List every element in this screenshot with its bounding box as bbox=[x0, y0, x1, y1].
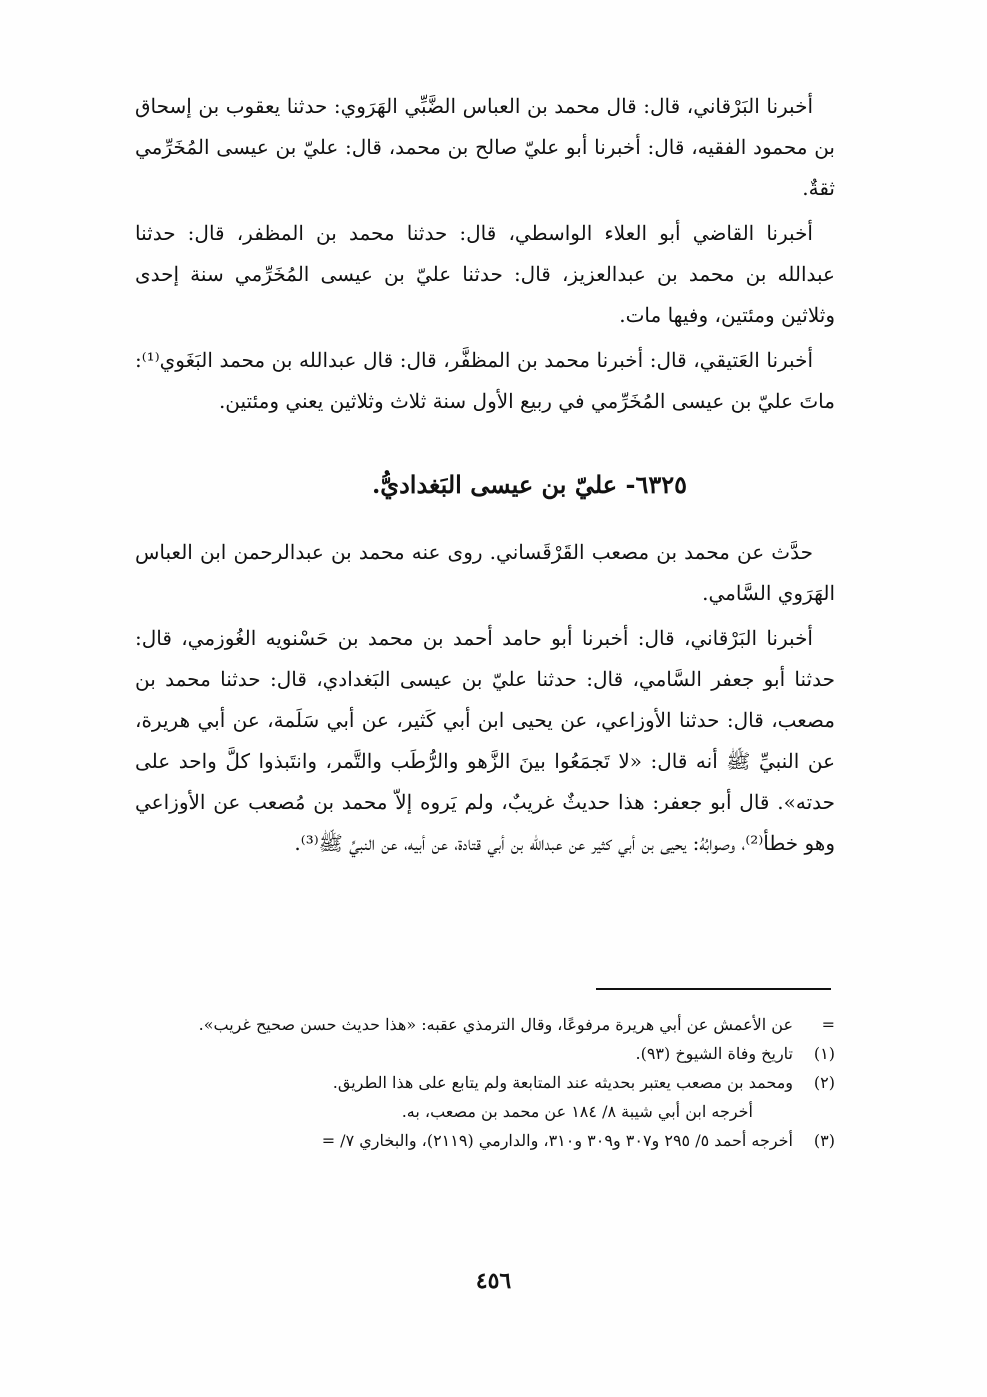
footnote-1 bbox=[135, 1039, 835, 1068]
footnote-divider bbox=[596, 988, 831, 990]
page-number: ٤٥٦ bbox=[475, 1268, 512, 1294]
footnote-mark: (٢) bbox=[813, 1073, 835, 1092]
footnote-mark: = bbox=[821, 1015, 835, 1034]
footnote-2 bbox=[135, 1068, 835, 1097]
footnote-3 bbox=[135, 1126, 835, 1155]
footnote-text: ومحمد بن مصعب يعتبر بحديثه عند المتابعة ولم يتابع على هذا الطريق. bbox=[332, 1073, 793, 1092]
footnote-continuation bbox=[135, 1010, 835, 1039]
footnote-mark: (١) bbox=[813, 1044, 835, 1063]
footnote-text: عن الأعمش عن أبي هريرة مرفوعًا، وقال الترمذي عقبه: «هذا حديث حسن صحيح غريب». bbox=[198, 1015, 793, 1034]
paragraph-3: أخبرنا العَتيقي، قال: أخبرنا محمد بن المظفَّر، قال: قال عبدالله بن محمد البَغَوي⁽¹⁾: ماتَ عليّ بن عيسى المُخَرِّمي في ربيع الأول سنة ثلاث وثلاثين يعني ومئتين. bbox=[135, 348, 835, 413]
footnote-text: أخرجه أحمد ٥/ ٢٩٥ و٣٠٧ و٣٠٩ و٣١٠، والدارمي (٢١١٩)، والبخاري ٧/ = bbox=[321, 1131, 793, 1150]
paragraph-1: أخبرنا البَرْقاني، قال: قال محمد بن العباس الضَّبِّي الهَرَوي: حدثنا يعقوب بن إسحاق بن محمود الفقيه، قال: أخبرنا أبو عليّ صالح بن محمد، قال: عليّ بن عيسى المُخَرِّمي ثقةٌ. bbox=[135, 94, 835, 200]
footnote-2-subline: أخرجه ابن أبي شيبة ٨/ ١٨٤ عن محمد بن مصعب، به. bbox=[401, 1102, 753, 1121]
footnote-text: تاريخ وفاة الشيوخ (٩٣). bbox=[635, 1044, 793, 1063]
body-text-upper bbox=[135, 86, 835, 422]
paragraph-5: أخبرنا البَرْقاني، قال: أخبرنا أبو حامد أحمد بن محمد بن حَسْنويه الغُوزمي، قال: حدثنا أبو جعفر السَّامي، قال: حدثنا عليّ بن عيسى البَغدادي، قال: حدثنا محمد بن مصعب، قال: حدثنا الأوزاعي، عن يحيى ابن أبي كَثير، عن أبي سَلَمة، عن أبي هريرة، عن النبيِّ ﷺ أنه قال: «لا تَجمَعُوا بينَ الزَّهو والرُّطَب والتَّمر، وانتَبذوا كلَّ واحد على حدته». قال أبو جعفر: هذا حديثٌ غريبٌ، ولم يَروه إلاّ محمد بن مُصعب عن الأوزاعي وهو خطأ⁽²⁾، وصوابُهُ: يحيى بن أبي كثير عن عبدالله بن أبي قتادة، عن أبيه، عن النبيِّ ﷺ⁽³⁾. bbox=[135, 626, 835, 855]
footnotes bbox=[135, 1010, 835, 1155]
footnote-mark: (٣) bbox=[813, 1131, 835, 1150]
paragraph-2: أخبرنا القاضي أبو العلاء الواسطي، قال: حدثنا محمد بن المظفر، قال: حدثنا عبدالله بن محمد بن عبدالعزيز، قال: حدثنا عليّ بن عيسى المُخَرِّمي سنة إحدى وثلاثين ومئتين، وفيها مات. bbox=[135, 221, 835, 327]
body-text-lower bbox=[135, 532, 835, 864]
paragraph-4: حدَّث عن محمد بن مصعب القَرْقَساني. روى عنه محمد بن عبدالرحمن ابن العباس الهَرَوي السَّامي. bbox=[135, 540, 835, 605]
entry-heading: ٦٣٢٥- عليّ بن عيسى البَغداديُّ. bbox=[371, 470, 687, 499]
